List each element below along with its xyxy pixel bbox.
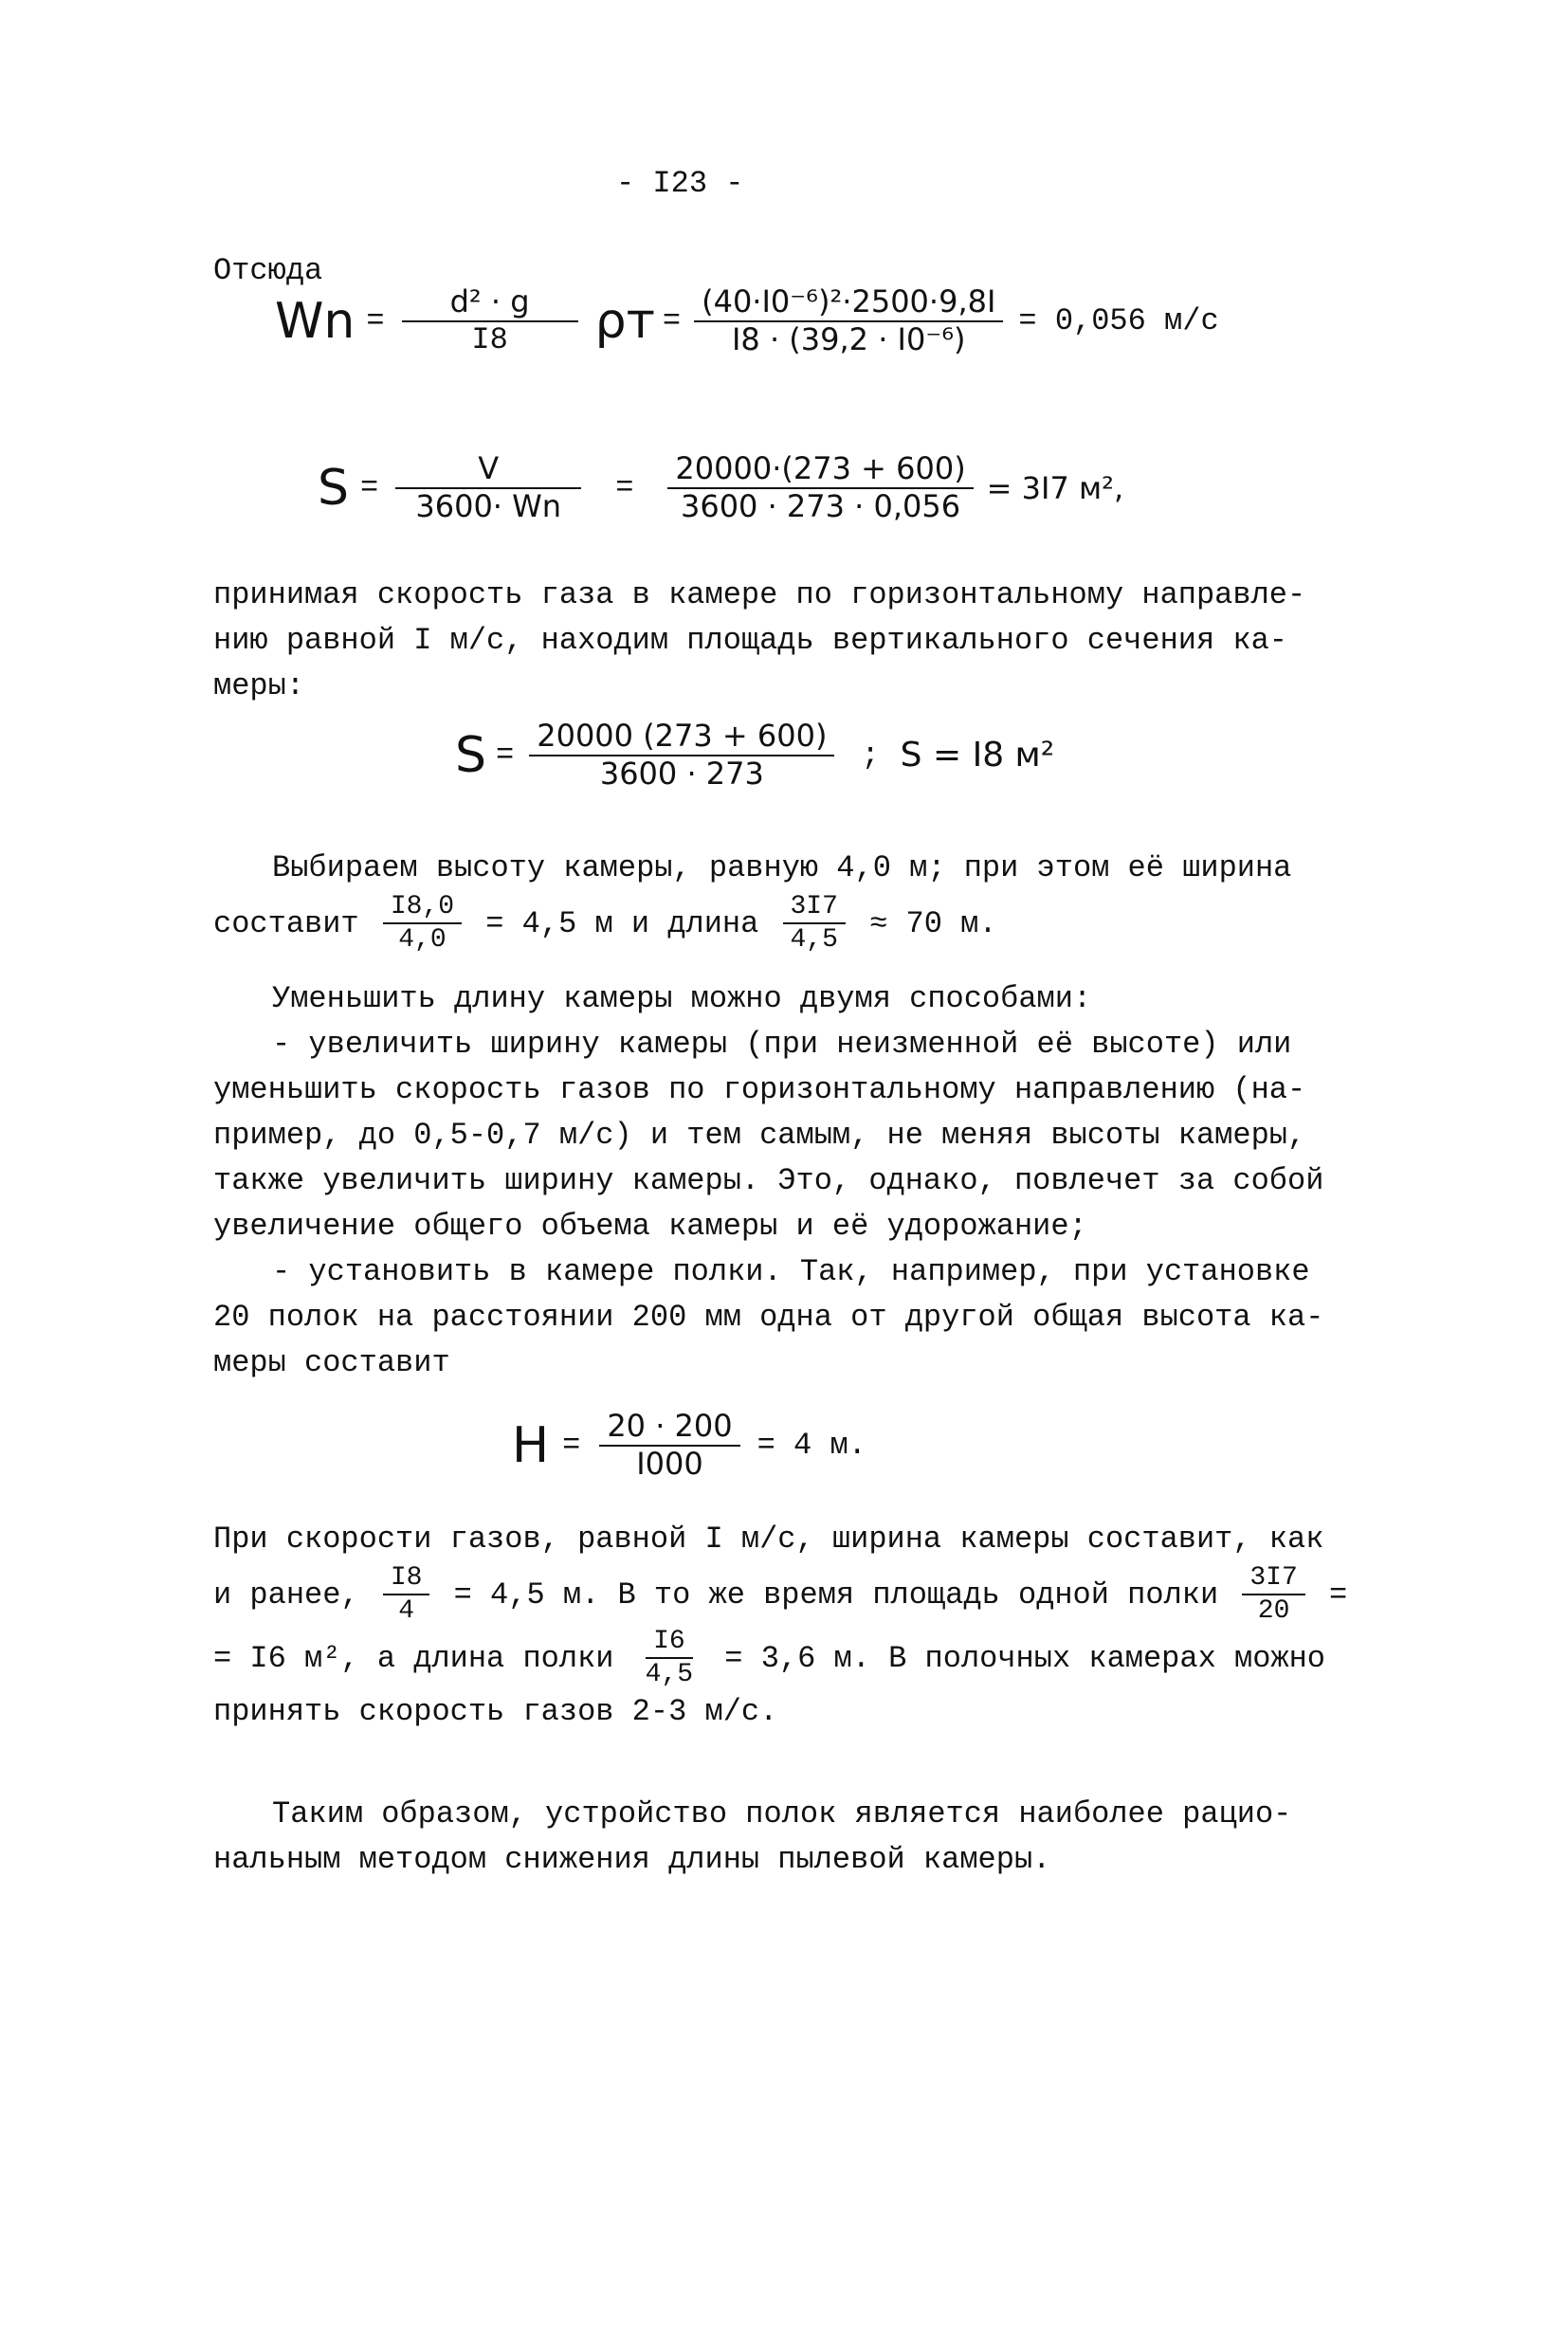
paragraph-3-line-7: - установить в камере полки. Так, например, при установке [272,1254,1310,1289]
paragraph-4-frac-2-den: 20 [1257,1596,1290,1627]
paragraph-5-line-1: Таким образом, устройство полок является наиболее рацио- [272,1796,1292,1832]
formula-h-lhs: H [512,1416,550,1474]
paragraph-2-frac-1-num: I8,0 [383,893,462,924]
formula-s1-den2: 3600 · 273 · 0,056 [680,487,961,524]
paragraph-5 [213,1792,1360,1883]
formula-h-result: = 4 м. [757,1427,866,1463]
paragraph-4-line-4: принять скорость газов 2-3 м/с. [213,1693,778,1729]
paragraph-2-line-1: Выбираем высоту камеры, равную 4,0 м; при этом её ширина [272,850,1292,885]
paragraph-2 [213,846,1360,955]
paragraph-2-text-c: ≈ 70 м. [869,905,997,941]
paragraph-4-line-1: При скорости газов, равной I м/с, ширина камеры составит, как [213,1522,1324,1557]
paragraph-2-line-2 [213,893,1360,955]
paragraph-4-frac-1-num: I8 [383,1564,430,1595]
paragraph-4-frac-1 [383,1564,430,1626]
paragraph-4 [213,1517,1360,1735]
formula-s1-num1: V [395,453,581,489]
paragraph-1 [213,573,1360,709]
paragraph-3-line-6: увеличение общего объема камеры и её удорожание; [213,1209,1087,1244]
formula-h-frac [599,1408,739,1482]
formula-s1-frac2 [667,450,973,524]
paragraph-3-line-9: меры составит [213,1345,450,1380]
formula-wn [275,283,1219,357]
paragraph-3-line-8: 20 полок на расстоянии 200 мм одна от другой общая высота ка- [213,1300,1324,1335]
paragraph-4-text-b: = 4,5 м. В то же время площадь одной полки [453,1576,1219,1613]
formula-s1-lhs: S [318,459,350,517]
paragraph-4-text-a: и ранее, [213,1576,359,1613]
paragraph-2-frac-1 [383,893,462,955]
paragraph-2-frac-1-den: 4,0 [398,925,447,956]
paragraph-4-frac-3-num: I6 [646,1628,693,1659]
formula-s2 [455,720,1054,790]
formula-wn-den2: I8 · (39,2 · I0⁻⁶) [731,320,966,357]
formula-wn-result: = 0,056 м/с [1018,302,1219,338]
paragraph-4-text-e: = 3,6 м. В полочных камерах можно [724,1640,1325,1676]
paragraph-2-frac-2-num: 3I7 [783,893,846,924]
formula-s2-num: 20000 (273 + 600) [529,720,834,756]
paragraph-4-frac-2 [1242,1564,1304,1626]
formula-s1-result: = 3I7 м², [986,469,1124,506]
formula-s2-rhs: S = I8 м² [900,735,1055,775]
formula-wn-frac2 [694,283,1003,357]
formula-wn-eq1: = [366,302,385,338]
formula-s2-lhs: S [455,726,487,784]
paragraph-3 [213,976,1360,1386]
paragraph-1-line-3: меры: [213,668,305,703]
formula-s1-frac1 [395,450,581,524]
paragraph-3-line-5: также увеличить ширину камеры. Это, однако, повлечет за собой [213,1163,1324,1198]
formula-s1-num2: 20000·(273 + 600) [667,453,973,489]
formula-s2-den: 3600 · 273 [599,755,764,792]
formula-s1-eq1: = [360,469,379,505]
paragraph-4-frac-3-den: 4,5 [645,1660,694,1690]
paragraph-4-frac-2-num: 3I7 [1242,1564,1304,1595]
formula-wn-num1: d² · g [402,286,578,322]
paragraph-2-frac-2 [783,893,846,955]
paragraph-4-frac-3 [638,1628,701,1689]
formula-s2-frac [529,720,834,790]
paragraph-4-line-3 [213,1628,1360,1689]
formula-s1-eq2: = [615,469,634,505]
formula-wn-den1: I8 [471,321,508,357]
formula-h-den: I000 [636,1445,703,1482]
formula-s2-eq1: = [496,737,515,773]
paragraph-4-text-c: = [1329,1576,1348,1613]
paragraph-3-line-1: Уменьшить длину камеры можно двумя способами: [272,981,1092,1016]
page-number: - I23 - [616,166,744,201]
formula-wn-num2: (40·I0⁻⁶)²·2500·9,8I [694,286,1003,322]
paragraph-4-frac-1-den: 4 [398,1596,415,1627]
formula-wn-frac1 [402,283,578,357]
paragraph-2-text-a: составит [213,905,359,941]
paragraph-4-text-d: = I6 м², а длина полки [213,1640,614,1676]
formula-s1 [318,450,1124,524]
paragraph-2-text-b: = 4,5 м и длина [485,905,759,941]
paragraph-5-line-2: нальным методом снижения длины пылевой камеры. [213,1842,1051,1877]
paragraph-4-line-2 [213,1564,1360,1626]
paragraph-3-line-3: уменьшить скорость газов по горизонтальному направлению (на- [213,1072,1306,1107]
paragraph-3-line-4: пример, до 0,5-0,7 м/с) и тем самым, не меняя высоты камеры, [213,1118,1306,1153]
paragraph-1-line-2: нию равной I м/с, находим площадь вертикального сечения ка- [213,623,1287,658]
paragraph-3-line-2: - увеличить ширину камеры (при неизменной её высоте) или [272,1027,1292,1062]
formula-h-eq1: = [562,1427,581,1463]
intro-label: Отсюда [213,253,323,288]
formula-wn-eq2: = [662,302,682,338]
paragraph-2-frac-2-den: 4,5 [790,925,838,956]
formula-wn-lhs: Wn [275,292,356,350]
paragraph-1-line-1: принимая скорость газа в камере по горизонтальному направле- [213,577,1306,612]
formula-s1-den1: 3600· Wn [415,487,562,524]
formula-s2-sep: ; [861,737,880,773]
formula-h-num: 20 · 200 [599,1411,739,1447]
formula-wn-rho: ρт [594,292,655,350]
formula-h [512,1408,866,1482]
